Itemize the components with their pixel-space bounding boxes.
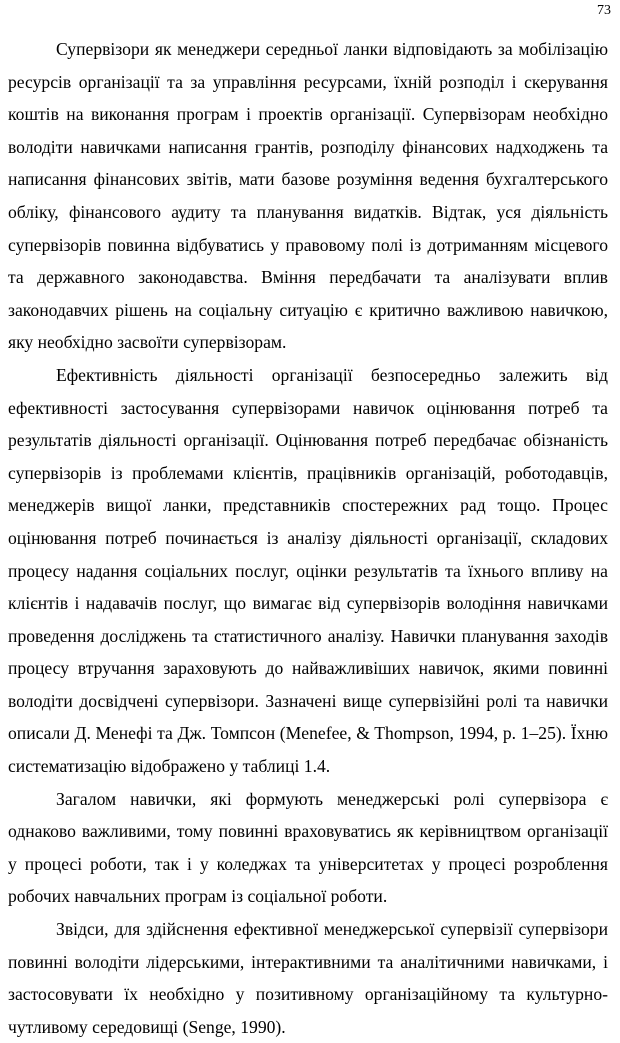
paragraph-3: Загалом навички, які формують менеджерські ролі супервізора є однаково важливими, тому повинні враховуватись як керівництвом організації у процесі роботи, так і у коледжах та університетах у процесі розроблення робочих навчальних програм із соціальної роботи. [8,788,608,907]
paragraph-2: Ефективність діяльності організації безпосередньо залежить від ефективності застосування супервізорами навичок оцінювання потреб та результатів діяльності організації. Оцінювання потреб передбачає обізнаність супервізорів із проблемами клієнтів, працівників організацій, роботодавців, менеджерів вищої ланки, представників спостережних рад тощо. Процес оцінювання потреб починається із аналізу діяльності організації, складових процесу надання соціальних послуг, оцінки результатів та їхнього впливу на клієнтів і надавачів послуг, що вимагає від супервізорів володіння навичками проведення досліджень та статистичного аналізу. Навички планування заходів процесу втручання зараховують до найважливіших навичок, якими повинні володіти досвідчені супервізори. Зазначені вище супервізійні ролі та навички описали Д. Менефі та Дж. Томпсон (Menefee, & Thompson, 1994, p. 1–25). Їхню систематизацію відображено у таблиці 1.4. [8,364,608,777]
body-text [8,33,608,1043]
paragraph-4: Звідси, для здійснення ефективної менеджерської супервізії супервізори повинні володіти лідерськими, інтерактивними та аналітичними навичками, і застосовувати їх необхідно у позитивному організаційному та культурно-чутливому середовищі (Senge, 1990). [8,919,608,1037]
paragraph-1: Супервізори як менеджери середньої ланки відповідають за мобілізацію ресурсів організації та за управління ресурсами, їхній розподіл і скерування коштів на виконання програм і проектів організації. Супервізорам необхідно володіти навичками написання грантів, розподілу фінансових надходжень та написання фінансових звітів, мати базове розуміння ведення бухгалтерського обліку, фінансового аудиту та планування видатків. Відтак, уся діяльність супервізорів повинна відбуватись у правовому полі із дотриманням місцевого та державного законодавства. Вміння передбачати та аналізувати вплив законодавчих рішень на соціальну ситуацію є критично важливою навичкою, яку необхідно засвоїти супервізорам. [8,39,608,353]
page-number: 73 [597,3,611,18]
